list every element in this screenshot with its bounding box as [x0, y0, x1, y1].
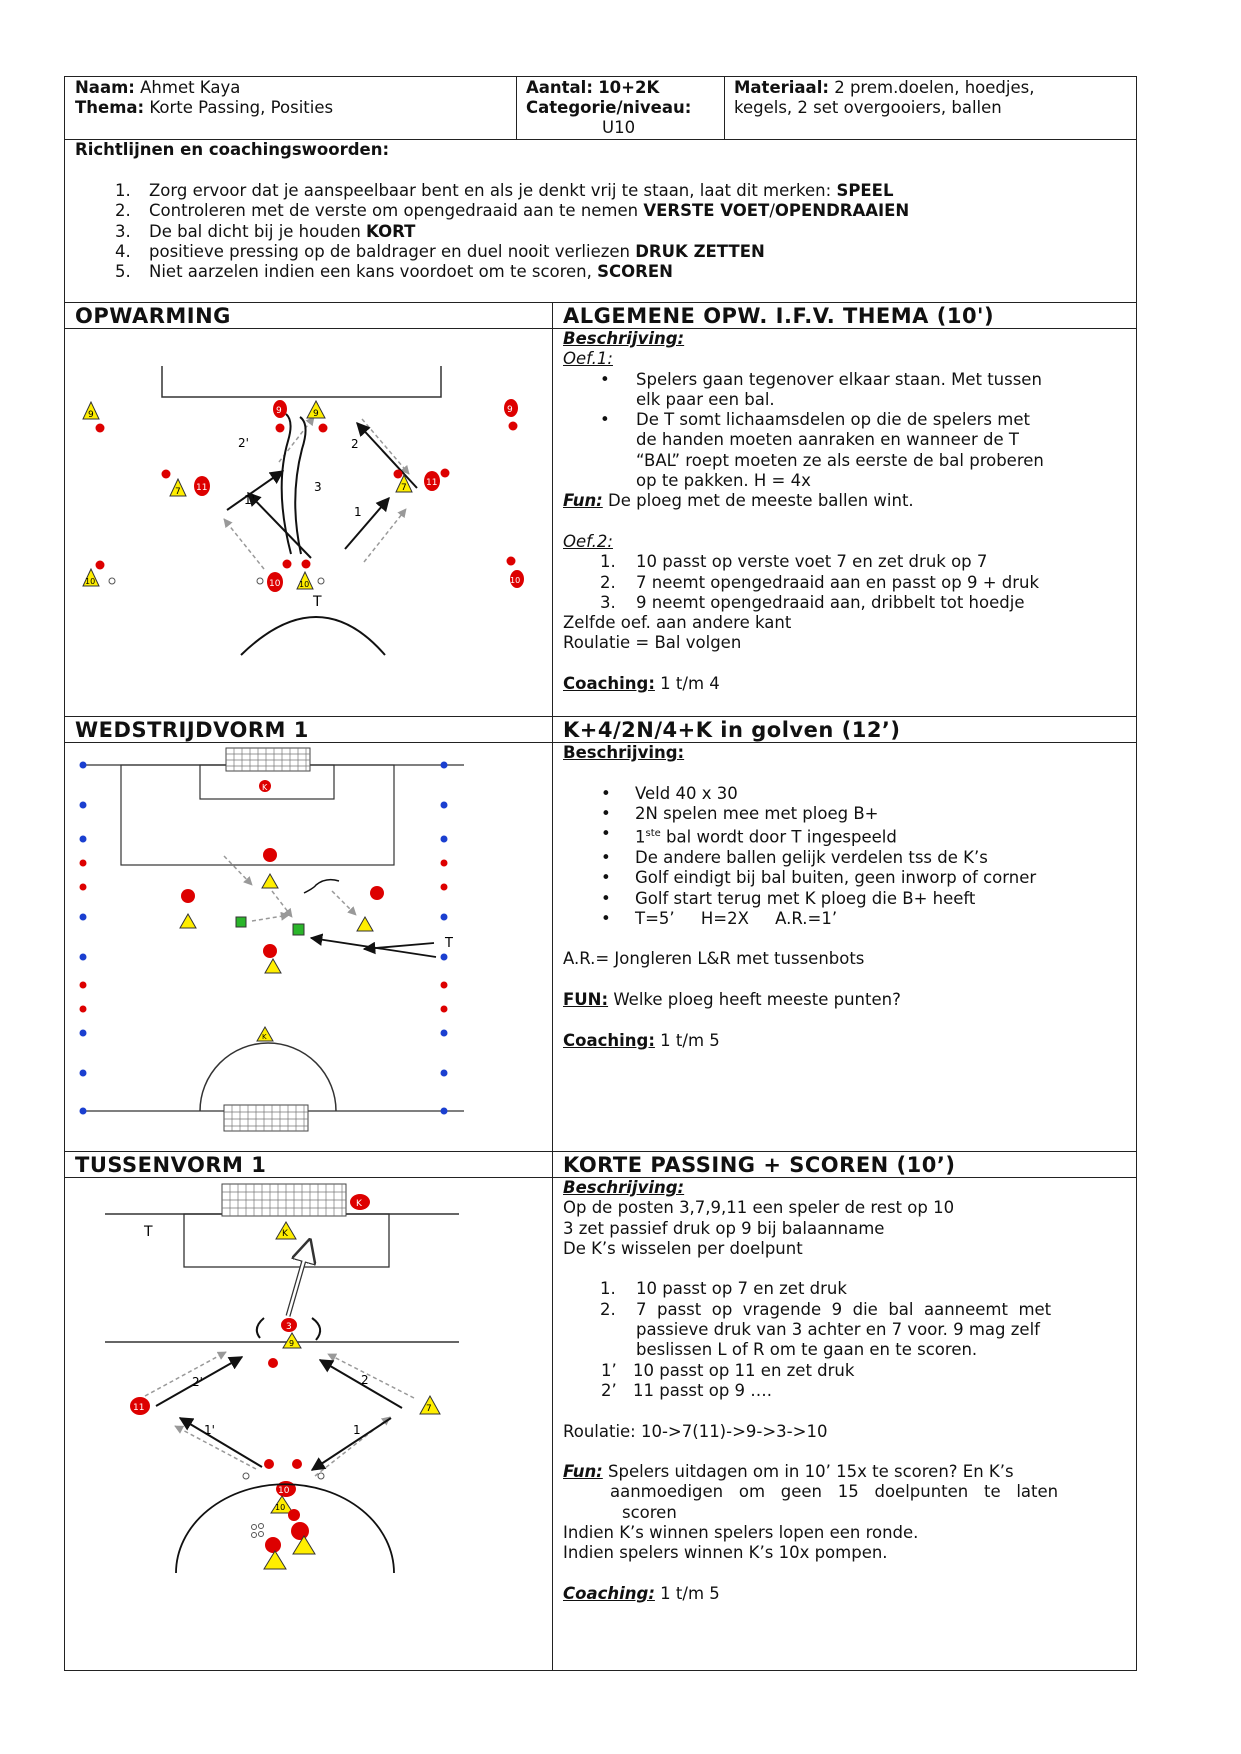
svg-text:K: K	[262, 783, 268, 792]
player-11-right	[424, 471, 440, 491]
pass-arrow	[180, 1418, 262, 1467]
guideline-item: 1. Zorg ervoor dat je aanspeelbaar bent en als je denkt vrij te staan, laat dit merken: SPEEL	[115, 181, 894, 200]
arrow-label: 1'	[204, 1423, 215, 1437]
svg-text:9: 9	[276, 406, 282, 416]
coach-label: T	[144, 1224, 153, 1240]
materiaal-line2: kegels, 2 set overgooiers, ballen	[734, 98, 1002, 117]
thema-line: Thema: Korte Passing, Posities	[75, 98, 334, 117]
pass-arrow	[362, 419, 409, 474]
svg-text:9: 9	[289, 1339, 295, 1348]
cone-10-left	[83, 569, 99, 586]
cone-9	[307, 401, 325, 419]
pass-arrow	[345, 498, 389, 549]
svg-text:7: 7	[401, 483, 407, 493]
keeper-cone	[276, 1222, 296, 1239]
player-10	[267, 572, 283, 592]
player	[181, 889, 195, 903]
keeper-top	[259, 780, 271, 792]
pass-arrow	[364, 509, 406, 562]
categorie-value: U10	[602, 118, 636, 137]
guidelines-list	[75, 181, 1125, 282]
cone-9	[283, 1333, 301, 1348]
arrow-label: 2'	[238, 436, 249, 450]
section2-left-title: WEDSTRIJDVORM 1	[75, 718, 309, 742]
materiaal-line1: Materiaal: 2 prem.doelen, hoedjes,	[734, 78, 1035, 97]
section3-description: Beschrijving: Op de posten 3,7,9,11 een speler de rest op 10 3 zet passief druk op 9 bij balaanname De K’s wisselen per doelpunt 1. 10 passt op 7 en zet druk 2. 7 passt op vragende 9 die bal aanneemt met passieve druk van 3 achter en 7 voor. 9 mag zelf beslissen L of R om te gaan en te scoren. 1’ 10 passt op 11 en zet druk 2’ 11 passt op 9 …. Roulatie: 10->7(11)->9->3->10 Fun: Spelers uitdagen om in 10’ 15x te scoren? En K’s aanmoedigen om geen 15 doelpunten te laten scoren Indien K’s winnen spelers lopen een ronde. Indien spelers winnen K’s 10x pompen. Coaching: 1 t/m 5	[563, 1178, 1059, 1603]
dribble-line	[282, 414, 291, 554]
player-10-right	[510, 570, 524, 588]
section2-description: Beschrijving: • Veld 40 x 30 • 2N spelen mee met ploeg B+ • 1ste bal wordt door T ingespeeld • De andere ballen gelijk verdelen tss de K’s • Golf eindigt bij bal buiten, geen inworp of corner • Golf start terug met K ploeg die B+ heeft • T=5’ H=2X A.R.=1’ A.R.= Jongleren L&R met tussenbots FUN: Welke ploeg heeft meeste punten? Coaching: 1 t/m 5	[563, 743, 1125, 1051]
penalty-area-top	[121, 765, 394, 865]
arrow-label: 3	[314, 480, 322, 494]
player-11	[130, 1397, 150, 1415]
pass-arrow	[312, 1418, 391, 1470]
guideline-item: 4. positieve pressing op de baldrager en duel nooit verliezen DRUK ZETTEN	[115, 241, 765, 261]
svg-text:10: 10	[85, 577, 96, 586]
pass-arrow	[248, 493, 311, 558]
coach-label: T	[445, 936, 453, 951]
pass-arrow	[175, 1426, 256, 1469]
intermediate-diagram	[64, 1178, 552, 1670]
arrow-label: 1	[354, 505, 362, 519]
pass-arrow	[224, 519, 264, 569]
guideline-item: 2. Controleren met de verste om opengedraaid aan te nemen VERSTE VOET/OPENDRAAIEN	[115, 201, 910, 221]
categorie-label: Categorie/niveau:	[526, 98, 692, 117]
cone-9-left	[83, 402, 99, 420]
dribble-line	[295, 417, 305, 554]
svg-text:K: K	[356, 1199, 362, 1209]
arrow-label: 1'	[244, 493, 255, 507]
neutral-player	[236, 917, 246, 927]
goal-net-top	[226, 748, 310, 771]
svg-text:7: 7	[426, 1404, 432, 1414]
svg-text:10: 10	[275, 1503, 286, 1512]
training-plan-sheet	[64, 76, 1137, 1671]
aantal-line: Aantal: 10+2K	[526, 78, 660, 97]
svg-text:9: 9	[507, 405, 513, 415]
svg-text:11: 11	[426, 478, 438, 488]
svg-text:9: 9	[88, 410, 94, 420]
svg-text:3: 3	[286, 1322, 292, 1332]
player-9	[273, 400, 287, 418]
svg-text:K: K	[282, 1229, 288, 1239]
svg-text:10: 10	[299, 580, 310, 589]
svg-text:10: 10	[278, 1486, 290, 1496]
section3-left-title: TUSSENVORM 1	[75, 1153, 267, 1177]
section2-right-title: K+4/2N/4+K in golven (12’)	[563, 718, 901, 742]
section1-right-title: ALGEMENE OPW. I.F.V. THEMA (10')	[563, 304, 995, 328]
side-markers-left	[80, 762, 87, 1115]
player	[263, 944, 277, 958]
cone-10	[271, 1496, 293, 1513]
keeper-out	[350, 1194, 370, 1210]
svg-text:10: 10	[269, 579, 281, 589]
arrow-label: 2	[351, 437, 359, 451]
goal-box	[162, 366, 441, 397]
arc-bottom	[176, 1484, 394, 1573]
svg-text:7: 7	[175, 487, 181, 497]
cone-10	[297, 572, 313, 589]
cone-player	[265, 959, 281, 973]
cone-player	[180, 914, 196, 928]
svg-text:10: 10	[510, 576, 521, 585]
cone-7	[170, 479, 186, 497]
arrow-label: 2'	[192, 1375, 203, 1389]
center-arc-bottom	[200, 1043, 336, 1111]
goal-net-bottom	[224, 1105, 308, 1131]
neutral-player	[293, 924, 304, 935]
player-9-right	[504, 399, 518, 417]
arrow-label: 1	[353, 1423, 361, 1437]
coach-label: T	[313, 594, 322, 610]
pass-arrow	[328, 1354, 414, 1398]
warmup-diagram	[64, 329, 552, 716]
pass-arrow	[227, 471, 283, 510]
svg-text:11: 11	[196, 483, 208, 493]
guideline-item: 5. Niet aarzelen indien een kans voordoet om te scoren, SCOREN	[115, 262, 673, 282]
cone-player	[357, 917, 373, 931]
section3-right-title: KORTE PASSING + SCOREN (10’)	[563, 1153, 956, 1177]
pass-arrow	[357, 423, 417, 488]
player-3	[281, 1318, 297, 1332]
player	[263, 848, 277, 862]
cone-player	[262, 874, 278, 888]
player	[370, 886, 384, 900]
goal-net	[222, 1184, 346, 1216]
match-diagram	[64, 743, 552, 1151]
svg-text:K: K	[262, 1033, 267, 1041]
player-11	[194, 476, 210, 496]
side-markers-left-red	[80, 860, 87, 1013]
keeper-bottom	[257, 1027, 273, 1041]
section1-description: Beschrijving: Oef.1: • Spelers gaan tegenover elkaar staan. Met tussen elk paar een bal. • De T somt lichaamsdelen op die de spelers met de handen moeten aanraken en wanneer de T “BAL” roept moeten ze als eerste de bal proberen op te pakken. H = 4x Fun: De ploeg met de meeste ballen wint. Oef.2: 1. 10 passt op verste voet 7 en zet druk op 7 2. 7 neemt opengedraaid aan en passt op 9 + druk 3. 9 neemt opengedraaid aan, dribbelt tot hoedje Zelfde oef. aan andere kant Roulatie = Bal volgen Coaching: 1 t/m 4	[563, 329, 1044, 694]
section1-left-title: OPWARMING	[75, 304, 231, 328]
guidelines-title: Richtlijnen en coachingswoorden:	[75, 140, 390, 159]
naam-line: Naam: Ahmet Kaya	[75, 78, 241, 97]
svg-text:11: 11	[133, 1403, 145, 1413]
center-arc	[241, 617, 385, 655]
arrow-label: 2	[361, 1373, 369, 1387]
cone-7	[420, 1396, 440, 1414]
svg-text:9: 9	[313, 409, 319, 419]
guideline-item: 3. De bal dicht bij je houden KORT	[115, 221, 416, 241]
